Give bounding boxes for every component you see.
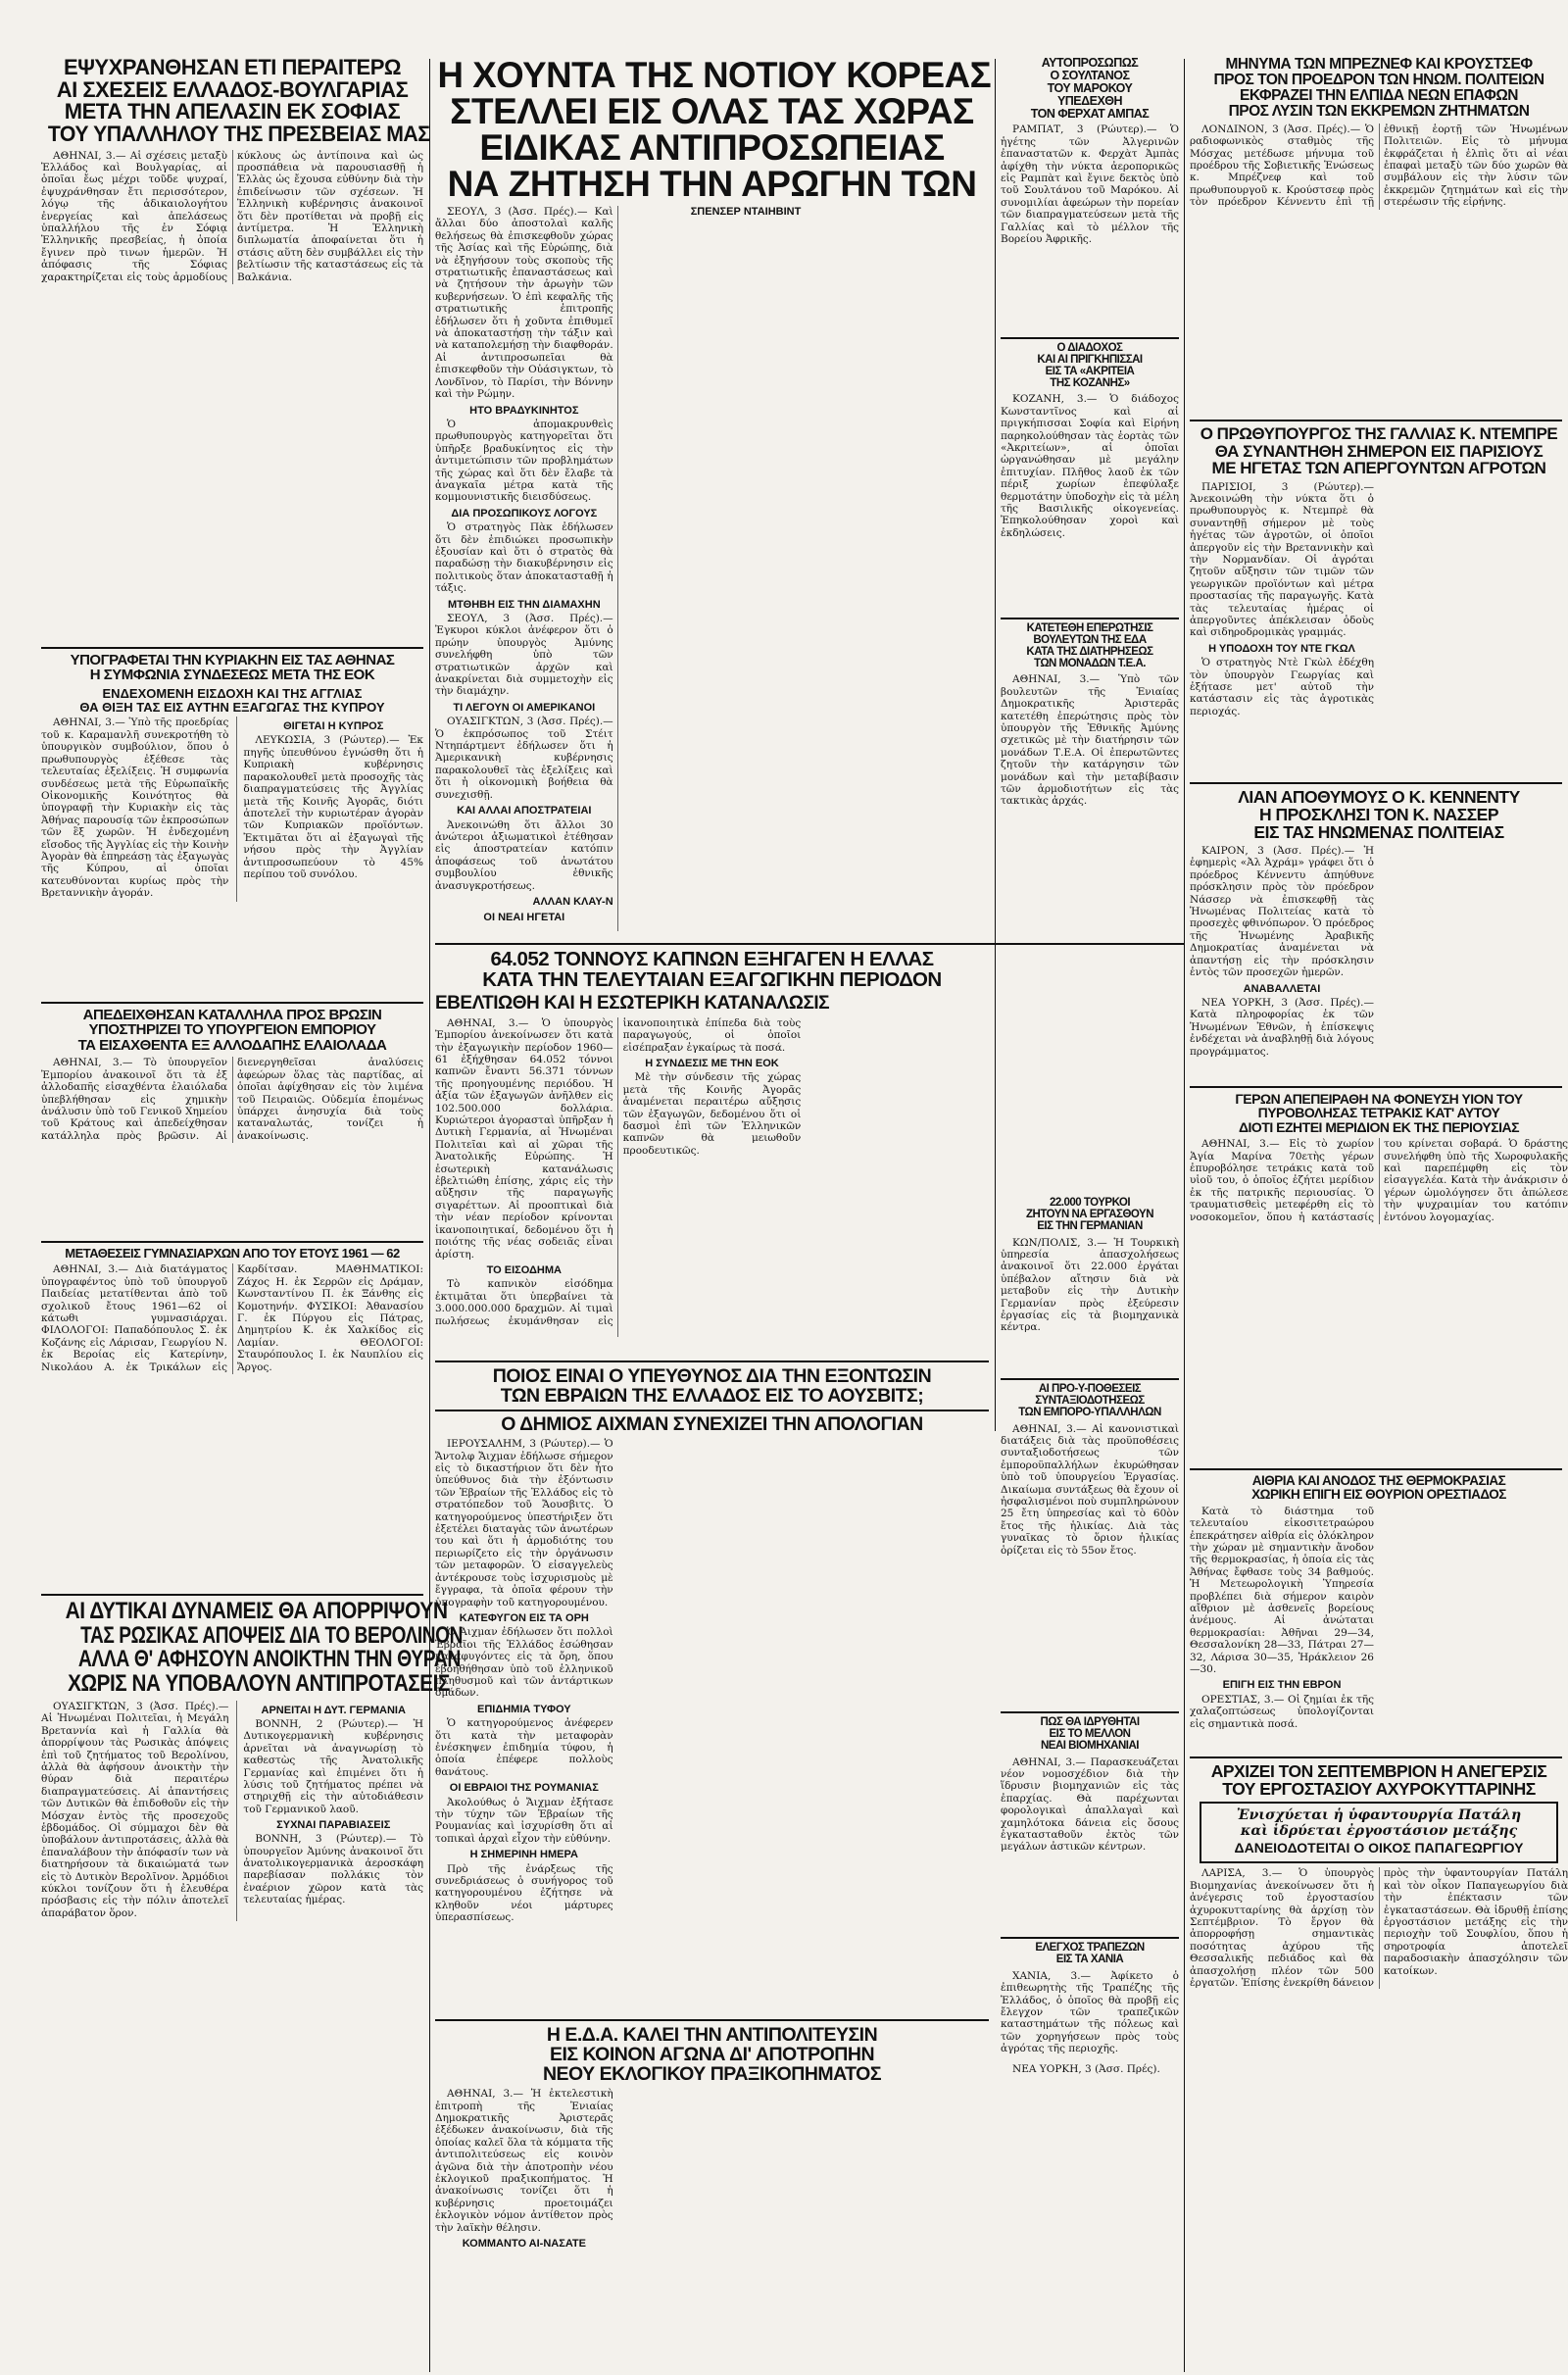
sidebar-column bbox=[236, 717, 423, 901]
body-text: ΑΘΗΝΑΙ, 3.— Παρασκευάζεται νέον νομοσχέδιον διὰ τὴν ἵδρυσιν βιομηχανιῶν εἰς τὰς ἐπαρχίας. Θὰ παρέχωνται φορολογικαὶ ἀπαλλαγαὶ καὶ χαμηλότοκα δάνεια εἰς ὅσους ἐγκατασταθοῦν ἐκτὸς τῶν μεγάλων ἀστικῶν κέντρων. bbox=[1001, 1756, 1179, 1854]
article-columns bbox=[41, 1701, 423, 1921]
body-text: Ὁ κατηγορούμενος ἀνέφερεν ὅτι κατὰ τὴν μεταφορὰν ἐνέσκηψεν ἐπιδημία τύφου, ἡ ὁποία ἐπέφερε πολλοὺς θανάτους. bbox=[435, 1717, 613, 1778]
divider bbox=[41, 1241, 423, 1243]
article-eda-appeal bbox=[435, 2025, 989, 2372]
article-body bbox=[1001, 1423, 1179, 1557]
side-body bbox=[243, 1833, 423, 1905]
headline bbox=[435, 949, 989, 990]
headline-line: ΜΕΤΑ ΤΗΝ ΑΠΕΛΑΣΙΝ ΕΚ ΣΟΦΙΑΣ bbox=[64, 99, 401, 124]
headline-line: ΑΛΛΑ Θ' ΑΦΗΣΟΥΝ ΑΝΟΙΚΤΗΝ ΤΗΝ ΘΥΡΑΝ bbox=[77, 1646, 461, 1673]
article-crown-prince-kozani bbox=[1001, 343, 1179, 614]
article-bulgaria-relations bbox=[41, 55, 430, 641]
subheadline: Ο ΔΗΜΙΟΣ ΑΙΧΜΑΝ ΣΥΝΕΧΙΖΕΙ ΤΗΝ ΑΠΟΛΟΓΙΑΝ bbox=[435, 1410, 989, 1434]
body-text: ΑΘΗΝΑΙ, 3.— Ἡ ἐκτελεστικὴ ἐπιτροπὴ τῆς Ἐνιαίας Δημοκρατικῆς Ἀριστερᾶς ἐξέδωκεν ἀνακοίνωσιν, διὰ τῆς ὁποίας καλεῖ ὅλα τὰ κόμματα τῆς ἀντιπολιτεύσεως εἰς κοινὸν ἀγῶνα διὰ τὴν ἀποτροπὴν νέου ἐκλογικοῦ πραξικοπήματος. Ἡ ἀνακοίνωσις τονίζει ὅτι ἡ κυβέρνησις προετοιμάζει ἐκλογικὸν νόμον ἀντίθετον πρὸς τὴν λαϊκὴν θέλησιν. bbox=[435, 2088, 613, 2234]
article-olive-oil bbox=[41, 1008, 423, 1235]
headline-line: ΥΠΟΓΡΑΦΕΤΑΙ ΤΗΝ ΚΥΡΙΑΚΗΝ ΕΙΣ ΤΑΣ ΑΘΗΝΑΣ bbox=[70, 652, 395, 668]
headline bbox=[1190, 788, 1568, 841]
article-body bbox=[435, 206, 989, 931]
headline bbox=[1001, 57, 1179, 120]
article-turkish-workers bbox=[1001, 1198, 1179, 1374]
divider bbox=[1001, 1937, 1179, 1939]
headline bbox=[1001, 623, 1179, 669]
article-body bbox=[41, 1057, 423, 1143]
article-columns bbox=[41, 717, 423, 901]
article-eec-agreement bbox=[41, 653, 423, 996]
headline bbox=[1190, 1474, 1568, 1502]
divider bbox=[1001, 1378, 1179, 1380]
section-head: ΚΑΤΕΦΥΓΟΝ ΕΙΣ ΤΑ ΟΡΗ bbox=[459, 1611, 589, 1624]
body-text: ΟΡΕΣΤΙΑΣ, 3.— Οἱ ζημίαι ἐκ τῆς χαλαζοπτώσεως ὑπολογίζονται εἰς σημαντικὰ ποσά. bbox=[1190, 1693, 1374, 1730]
article-father-shooting bbox=[1190, 1092, 1568, 1464]
article-body bbox=[41, 1263, 423, 1374]
headline bbox=[41, 55, 430, 146]
article-body bbox=[1001, 1237, 1179, 1334]
column-rule-3 bbox=[1184, 59, 1185, 2372]
headline bbox=[41, 1598, 463, 1698]
headline-line: ΒΟΥΛΕΥΤΩΝ ΤΗΣ ΕΔΑ bbox=[1033, 633, 1147, 646]
body-text: ΑΘΗΝΑΙ, 3.— Διὰ διατάγματος ὑπογραφέντος ὑπὸ τοῦ ὑπουργοῦ Παιδείας μετατίθενται ἀπὸ τοῦ σχολικοῦ ἔτους 1961—62 οἱ κάτωθι γυμνασιάρχαι. ΦΙΛΟΛΟΓΟΙ: Παπαδόπουλος Σ. ἐκ Κοζάνης εἰς Λάρισαν, Γεωργίου Ν. ἐκ Βεροίας εἰς Κατερίνην, Νικολάου Α. ἐκ Τρικάλων εἰς Καρδίτσαν. ΜΑΘΗΜΑΤΙΚΟΙ: Ζάχος Η. ἐκ Σερρῶν εἰς Δράμαν, Κωνσταντίνου Π. ἐκ Ξάνθης εἰς Κομοτηνήν. ΦΥΣΙΚΟΙ: Ἀθανασίου Γ. ἐκ Πύργου εἰς Πάτρας, Δημητρίου Κ. ἐκ Χαλκίδος εἰς Λαμίαν. ΘΕΟΛΟΓΟΙ: Σταυρόπουλος Ι. ἐκ Ναυπλίου εἰς Ἄργος. bbox=[41, 1263, 423, 1373]
divider bbox=[1001, 1711, 1179, 1713]
headline bbox=[41, 653, 423, 683]
headline-line: ΤΩΝ ΜΟΝΑΔΩΝ Τ.Ε.Α. bbox=[1034, 657, 1146, 669]
headline-line: ΤΟΥ ΜΑΡΟΚΟΥ bbox=[1047, 80, 1133, 95]
section-head: ΤΙ ΛΕΓΟΥΝ ΟΙ ΑΜΕΡΙΚΑΝΟΙ bbox=[453, 701, 596, 714]
body-text: ΝΕΑ ΥΟΡΚΗ, 3 (Ἀσσ. Πρές). bbox=[1012, 2062, 1160, 2075]
article-body bbox=[1190, 481, 1568, 744]
subheadline bbox=[41, 687, 423, 716]
article-body bbox=[1001, 124, 1179, 245]
headline-line: ΕΙΣ ΤΟ ΜΕΛΛΟΝ bbox=[1049, 1727, 1131, 1740]
headline-line: ΠΥΡΟΒΟΛΗΣΑΣ ΤΕΤΡΑΚΙΣ ΚΑΤ' ΑΥΤΟΥ bbox=[1257, 1105, 1500, 1121]
body-text: Ἀκολούθως ὁ Ἄιχμαν ἐξήτασε τὴν τύχην τῶν Ἑβραίων τῆς Ρουμανίας καὶ ἰσχυρίσθη ὅτι αἱ τοπικαὶ ἀρχαὶ εἶχον τὴν εὐθύνην. bbox=[435, 1796, 613, 1845]
headline-line: ΠΡΟΣ ΛΥΣΙΝ ΤΩΝ ΕΚΚΡΕΜΩΝ ΖΗΤΗΜΑΤΩΝ bbox=[1228, 102, 1530, 120]
divider bbox=[1190, 782, 1562, 784]
headline-line: ΓΕΡΩΝ ΑΠΕΠΕΙΡΑΘΗ ΝΑ ΦΟΝΕΥΣΗ ΥΙΟΝ ΤΟΥ bbox=[1235, 1091, 1523, 1107]
headline-line: ΝΕΑΙ ΒΙΟΜΗΧΑΝΙΑΙ bbox=[1041, 1739, 1139, 1752]
divider bbox=[1001, 337, 1179, 339]
body-text: ΑΘΗΝΑΙ, 3.— Ὁ ὑπουργὸς Ἐμπορίου ἀνεκοίνωσεν ὅτι κατὰ τὴν ἐξαγωγικὴν περίοδον 1960—61 ἐξήχθησαν 64.052 τόννοι καπνῶν ἔναντι 56.371 τόννων τῆς προηγουμένης περιόδου. Ἡ ἀξία τῶν ἐξαγωγῶν ἀνῆλθεν εἰς 102.500.000 δολλάρια. Κυριώτεροι ἀγορασταὶ ὑπῆρξαν ἡ Δυτικὴ Γερμανία, αἱ Ἡνωμέναι Πολιτεῖαι καὶ αἱ χῶραι τῆς Ἀνατολικῆς Εὐρώπης. Ἡ ἐσωτερικὴ κατανάλωσις ἐβελτιώθη ἐπίσης, χάρις εἰς τὴν αὔξησιν τῆς παραγωγῆς σιγαρέττων. Αἱ προοπτικαὶ διὰ τὴν νέαν περίοδον κρίνονται ἱκανοποιητικαί, δεδομένου ὅτι ἡ ποιότης τῆς νέας σοδειᾶς εἶναι ἀρίστη. bbox=[435, 1016, 613, 1261]
headline-line: ΕΨΥΧΡΑΝΘΗΣΑΝ ΕΤΙ ΠΕΡΑΙΤΕΡΩ bbox=[63, 55, 402, 79]
article-body bbox=[1001, 673, 1179, 807]
headline-line: Η ΧΟΥΝΤΑ ΤΗΣ ΝΟΤΙΟΥ ΚΟΡΕΑΣ bbox=[437, 55, 992, 95]
headline-line: ΤΟΝ ΦΕΡΧΑΤ ΑΜΠΑΣ bbox=[1030, 106, 1150, 121]
side-headline: ΘΙΓΕΤΑΙ Η ΚΥΠΡΟΣ bbox=[283, 720, 384, 733]
headline-line: ΖΗΤΟΥΝ ΝΑ ΕΡΓΑΣΘΟΥΝ bbox=[1026, 1208, 1153, 1220]
article-body bbox=[1001, 1757, 1179, 1854]
headline-line: ΤΟΥ ΥΠΑΛΛΗΛΟΥ ΤΗΣ ΠΡΕΣΒΕΙΑΣ ΜΑΣ bbox=[47, 121, 430, 146]
column-rule-2 bbox=[995, 59, 996, 1431]
headline-line: ΠΡΟΣ ΤΟΝ ΠΡΟΕΔΡΟΝ ΤΩΝ ΗΝΩΜ. ΠΟΛΙΤΕΙΩΝ bbox=[1213, 71, 1544, 88]
article-body bbox=[1190, 124, 1568, 210]
headline-line: ΧΩΡΙΣ ΝΑ ΥΠΟΒΑΛΟΥΝ ΑΝΤΙΠΡΟΤΑΣΕΙΣ bbox=[68, 1670, 450, 1698]
headline-line: ΠΟΙΟΣ ΕΙΝΑΙ Ο ΥΠΕΥΘΥΝΟΣ ΔΙΑ ΤΗΝ ΕΞΟΝΤΩΣΙΝ bbox=[492, 1365, 932, 1387]
headline bbox=[1001, 1943, 1179, 1966]
body-text: ΒΟΝΝΗ, 3 (Ρώυτερ).— Τὸ ὑπουργεῖον Ἀμύνης ἀνακοινοῖ ὅτι ἀνατολικογερμανικὰ ἀεροσκάφη παρεβίασαν πολλάκις τὸν ἐναέριον χῶρον κατὰ τὰς τελευταίας ἡμέρας. bbox=[243, 1833, 423, 1906]
body-text: ΡΑΜΠΑΤ, 3 (Ρώυτερ).— Ὁ ἡγέτης τῶν Ἀλγερινῶν ἐπαναστατῶν κ. Φερχὰτ Ἀμπὰς ἀφίχθη τὴν νύκτα ἀεροπορικῶς εἰς Ραμπὰτ καὶ ἔγινε δεκτὸς ὑπὸ τοῦ Σουλτάνου τοῦ Μαρόκου. Αἱ συνομιλίαι ἀφεώρων τὴν πορείαν τῶν διαπραγματεύσεων μετὰ τῆς Γαλλίας καὶ τὸ μέλλον τῆς Βορείου Ἀφρικῆς. bbox=[1001, 124, 1179, 246]
headline-line: ΝΕΟΥ ΕΚΛΟΓΙΚΟΥ ΠΡΑΞΙΚΟΠΗΜΑΤΟΣ bbox=[542, 2063, 882, 2086]
body-text: ΑΘΗΝΑΙ, 3.— Ὑπὸ τῶν βουλευτῶν τῆς Ἐνιαίας Δημοκρατικῆς Ἀριστερᾶς κατετέθη ἐπερώτησις πρὸς τὸν ὑπουργὸν τῆς Ἐθνικῆς Ἀμύνης σχετικῶς μὲ τὴν διατήρησιν τῶν μονάδων Τ.Ε.Α. Οἱ ἐπερωτῶντες ζητοῦν τὴν κατάργησιν τῶν μονάδων καὶ τὴν μεταβίβασιν τῶν ἁρμοδιοτήτων εἰς τὰς τακτικὰς ἀρχάς. bbox=[1001, 673, 1179, 808]
headline bbox=[41, 1247, 423, 1260]
subheadline-line: ΕΝΔΕΧΟΜΕΝΗ ΕΙΣΔΟΧΗ ΚΑΙ ΤΗΣ ΑΓΓΛΙΑΣ bbox=[102, 685, 363, 701]
section-head: ΔΙΑ ΠΡΟΣΩΠΙΚΟΥΣ ΛΟΓΟΥΣ bbox=[451, 507, 598, 520]
headline-line: ΑΥΤΟΠΡΟΣΩΠΩΣ bbox=[1041, 56, 1139, 70]
article-body bbox=[1001, 1970, 1179, 2055]
divider bbox=[1190, 1468, 1562, 1470]
headline-line: ΤΩΝ ΕΜΠΟΡΟ-ΥΠΑΛΛΗΛΩΝ bbox=[1018, 1406, 1161, 1418]
headline-line: Ο ΣΟΥΛΤΑΝΟΣ bbox=[1050, 68, 1130, 82]
body-text: ΛΟΝΔΙΝΟΝ, 3 (Ἀσσ. Πρές).— Ὁ ραδιοφωνικὸς σταθμὸς τῆς Μόσχας μετέδωσε μήνυμα τοῦ προέδρου τῆς Σοβιετικῆς Ἑνώσεως κ. Μπρέζνεφ καὶ τοῦ πρωθυπουργοῦ κ. Κρούστσεφ πρὸς τὸν πρόεδρον Κέννεντυ ἐπὶ τῇ ἐθνικῇ ἑορτῇ τῶν Ἡνωμένων Πολιτειῶν. Εἰς τὸ μήνυμα ἐκφράζεται ἡ ἐλπὶς ὅτι αἱ νέαι ἐπαφαὶ μεταξὺ τῶν δύο χωρῶν θὰ συμβάλουν εἰς τὴν λύσιν τῶν ἐκκρεμῶν ζητημάτων καὶ εἰς τὴν στερέωσιν τῆς εἰρήνης. bbox=[1190, 123, 1568, 209]
divider bbox=[1190, 1086, 1562, 1088]
article-pension-prerequisites bbox=[1001, 1384, 1179, 1707]
headline-line: ΑΙ ΣΧΕΣΕΙΣ ΕΛΛΑΔΟΣ-ΒΟΥΛΓΑΡΙΑΣ bbox=[56, 76, 409, 102]
headline-line: ΚΑΙ ΑΙ ΠΡΙΓΚΗΠΙΣΣΑΙ bbox=[1037, 353, 1143, 366]
headline-line: ΝΑ ΖΗΤΗΣΗ ΤΗΝ ΑΡΩΓΗΝ ΤΩΝ bbox=[447, 164, 977, 204]
body-text: ΑΘΗΝΑΙ, 3.— Ὑπὸ τῆς προεδρίας τοῦ κ. Καραμανλῆ συνεκροτήθη τὸ ὑπουργικὸν συμβούλιον, ὅπου ὁ πρωθυπουργὸς ἐξέθεσε τὰς τελευταίας ἐξελίξεις. Ἡ συμφωνία συνδέσεως μετὰ τῆς Εὐρωπαϊκῆς Οἰκονομικῆς Κοινότητος θὰ ὑπογραφῇ τὴν Κυριακὴν εἰς τὰς Ἀθήνας παρουσίᾳ τῶν ἐκπροσώπων τῶν ἓξ χωρῶν. Ἡ ἐνδεχομένη εἴσοδος τῆς Ἀγγλίας εἰς τὴν Κοινὴν Ἀγορὰν θὰ ἐπηρεάσῃ τὰς ἐξαγωγὰς τῆς Κύπρου, αἱ ὁποῖαι κατευθύνονται κυρίως πρὸς τὴν Βρεταννικὴν ἀγοράν. bbox=[41, 717, 229, 900]
headline-line: ΕΙΣ ΤΑΣ ΗΝΩΜΕΝΑΣ ΠΟΛΙΤΕΙΑΣ bbox=[1253, 822, 1504, 843]
body-text: ΟΥΑΣΙΓΚΤΩΝ, 3 (Ἀσσ. Πρές).— Ὁ ἐκπρόσωπος τοῦ Στέιτ Ντηπάρτμεντ ἐδήλωσεν ὅτι ἡ Ἀμερικανικὴ κυβέρνησις παρακολουθεῖ τὰς ἐξελίξεις καὶ ὅτι ἡ οἰκονομικὴ βοήθεια θὰ συνεχισθῇ. bbox=[435, 716, 613, 801]
article-eda-interpellation bbox=[1001, 623, 1179, 939]
article-body bbox=[1001, 393, 1179, 539]
article-body bbox=[1190, 845, 1568, 1059]
divider bbox=[41, 647, 423, 649]
section-head: ΟΙ ΝΕΑΙ ΗΓΕΤΑΙ bbox=[483, 912, 565, 924]
side-body bbox=[243, 734, 423, 880]
body-text: ΙΕΡΟΥΣΑΛΗΜ, 3 (Ρώυτερ).— Ὁ Ἄντολφ Ἄιχμαν ἐδήλωσε σήμερον εἰς τὸ δικαστήριον ὅτι δὲν ἦτο ὑπεύθυνος διὰ τὴν ἐξόντωσιν τῶν Ἑβραίων τῆς Ἑλλάδος εἰς τὸ στρατόπεδον τοῦ Ἄουσβιτς. Ὁ κατηγορούμενος ὑπεστήριξεν ὅτι ἐξετέλει διαταγὰς τῶν ἀνωτέρων του καὶ ὅτι ἡ ἀρμοδιότης του περιωρίζετο εἰς τὴν ὀργάνωσιν τῶν μεταφορῶν. Ὁ εἰσαγγελεὺς ἀντέκρουσε τοὺς ἰσχυρισμοὺς μὲ ἔγγραφα, τὰ ὁποῖα φέρουν τὴν ὑπογραφὴν τοῦ κατηγορουμένου. bbox=[435, 1438, 613, 1608]
body-text: ΟΥΑΣΙΓΚΤΩΝ, 3 (Ἀσσ. Πρές).— Αἱ Ἡνωμέναι Πολιτεῖαι, ἡ Μεγάλη Βρεταννία καὶ ἡ Γαλλία θὰ ἀπορρίψουν τὰς Ρωσικὰς ἀπόψεις ἐπὶ τοῦ ζητήματος τοῦ Βερολίνου, ἀλλὰ θὰ ἀφήσουν ἀνοικτὴν τὴν θύραν διὰ περαιτέρω διαπραγματεύσεις. Αἱ ἀπαντήσεις τῶν Δυτικῶν θὰ ἐπιδοθοῦν εἰς τὴν Μόσχαν ἐντὸς τῆς προσεχοῦς ἑβδομάδος. Οἱ σύμμαχοι δὲν θὰ ὑποβάλουν ἀντιπροτάσεις, ἀλλὰ θὰ ἐπαναλάβουν τὴν ἀπόφασίν των νὰ διατηρήσουν τὰ δικαιώματά των εἰς τὸ Δυτικὸν Βερολῖνον. Ἀρμόδιοι κύκλοι τονίζουν ὅτι ἡ ἐλευθέρα πρόσβασις εἰς τὴν πόλιν ἀποτελεῖ ἀπαράβατον ὅρον. bbox=[41, 1700, 229, 1919]
headline-line: 64.052 ΤΟΝΝΟΥΣ ΚΑΠΝΩΝ ΕΞΗΓΑΓΕΝ Η ΕΛΛΑΣ bbox=[490, 948, 934, 970]
body-text: Ὁ στρατηγὸς Ντὲ Γκὼλ ἐδέχθη τὸν ὑπουργὸν Γεωργίας καὶ ἐξήτασε μετ' αὐτοῦ τὴν κατάστασιν εἰς τὰς ἀγροτικὰς περιοχάς. bbox=[1190, 657, 1374, 717]
article-banks-chania bbox=[1001, 1943, 1179, 2188]
headline-line: 22.000 ΤΟΥΡΚΟΙ bbox=[1049, 1197, 1131, 1209]
divider bbox=[435, 2019, 989, 2021]
body-text: Τὸ καπνικὸν εἰσόδημα ἐκτιμᾶται ὅτι ὑπερβαίνει τὰ 3.000.000.000 δραχμῶν. Αἱ τιμαὶ πωλήσεως ἐκυμάνθησαν εἰς ἱκανοποιητικὰ ἐπίπεδα διὰ τοὺς παραγωγούς, οἱ ὁποῖοι εἰσέπραξαν ἐγκαίρως τὰ ποσά. bbox=[435, 1016, 802, 1327]
body-text: ΛΕΥΚΩΣΙΑ, 3 (Ρώυτερ).— Ἐκ πηγῆς ὑπευθύνου ἐγνώσθη ὅτι ἡ Κυπριακὴ κυβέρνησις παρακολουθεῖ μετὰ προσοχῆς τὰς διαπραγματεύσεις τῆς Ἀγγλίας μετὰ τῆς Κοινῆς Ἀγορᾶς, διότι ἀποτελεῖ τὴν κυριωτέραν ἀγορὰν τῶν Κυπριακῶν προϊόντων. Ἐκτιμᾶται ὅτι αἱ ἐξαγωγαὶ τῆς νήσου πρὸς τὴν Ἀγγλίαν ἀντιπροσωπεύουν τὸ 45% περίπου τοῦ συνόλου. bbox=[243, 734, 423, 880]
section-head: ΑΝΑΒΑΛΛΕΤΑΙ bbox=[1243, 982, 1321, 995]
box-line: Ἐνισχύεται ἡ ὑφαντουργία Πατάλη bbox=[1236, 1807, 1522, 1824]
body-text: ΑΘΗΝΑΙ, 3.— Αἱ κανονιστικαὶ διατάξεις διὰ τὰς προϋποθέσεις συνταξιοδοτήσεως τῶν ἐμποροϋπαλλήλων ἐκυρώθησαν ὑπὸ τοῦ ὑπουργείου Ἐργασίας. Δικαίωμα συντάξεως θὰ ἔχουν οἱ ἠσφαλισμένοι ποὺ συμπληρώνουν 25 ἔτη ὑπηρεσίας καὶ τὸ 60ὸν ἔτος τῆς ἡλικίας. Διὰ τὰς γυναῖκας τὸ ὅριον ἡλικίας ὁρίζεται εἰς τὸ 55ον ἔτος. bbox=[1001, 1422, 1179, 1557]
article-body bbox=[435, 1438, 989, 1997]
headline-line: Η ΣΥΜΦΩΝΙΑ ΣΥΝΔΕΣΕΩΣ ΜΕΤΑ ΤΗΣ ΕΟΚ bbox=[89, 667, 375, 684]
article-new-industries bbox=[1001, 1717, 1179, 1933]
box-line: καὶ ἱδρύεται ἐργοστάσιον μετάξης bbox=[1240, 1823, 1518, 1840]
section-head: Η ΥΠΟΔΟΧΗ ΤΟΥ ΝΤΕ ΓΚΩΛ bbox=[1208, 642, 1355, 655]
headline-line: ΕΙΔΙΚΑΣ ΑΝΤΙΠΡΟΣΩΠΕΙΑΣ bbox=[479, 127, 945, 168]
headline bbox=[1001, 343, 1179, 389]
section-head: ΚΟΜΜΑΝΤΟ ΑΙ-ΝΑΣΑΤΕ bbox=[462, 2238, 586, 2251]
divider bbox=[435, 943, 1185, 945]
headline-line: ΤΟΥ ΕΡΓΟΣΤΑΣΙΟΥ ΑΧΥΡΟΚΥΤΤΑΡΙΝΗΣ bbox=[1222, 1779, 1536, 1800]
body-text: ΧΑΝΙΑ, 3.— Ἀφίκετο ὁ ἐπιθεωρητὴς τῆς Τραπέζης τῆς Ἑλλάδος, ὁ ὁποῖος θὰ προβῇ εἰς ἔλεγχον τῶν τραπεζικῶν καταστημάτων τῆς πόλεως καὶ τῶν χορηγήσεων πρὸς τοὺς ἀγρότας τῆς περιοχῆς. bbox=[1001, 1969, 1179, 2055]
section-head: ΜΤΘΗΒΗ ΕΙΣ ΤΗΝ ΔΙΑΜΑΧΗΝ bbox=[447, 598, 601, 611]
section-head: ΕΠΙΔΗΜΙΑ ΤΥΦΟΥ bbox=[476, 1703, 571, 1715]
article-body bbox=[1190, 1138, 1568, 1224]
body-text: ΣΕΟΥΛ, 3 (Ἀσσ. Πρές).— Ἐγκυροι κύκλοι ἀνέφερον ὅτι ὁ πρώην ὑπουργὸς Ἀμύνης συνελήφθη ὑπὸ τῶν στρατιωτικῶν ἀρχῶν καὶ ἀνακρίνεται διὰ συμμετοχὴν εἰς τὴν διαμάχην. bbox=[435, 613, 613, 698]
article-body bbox=[41, 1701, 228, 1921]
body-text: Μὲ τὴν σύνδεσιν τῆς χώρας μετὰ τῆς Κοινῆς Ἀγορᾶς ἀναμένεται περαιτέρω αὔξησις τῶν ἐξαγωγῶν, δεδομένου ὅτι οἱ δασμοὶ ἐπὶ τῶν Ἑλληνικῶν καπνῶν θὰ μειωθοῦν προοδευτικῶς. bbox=[622, 1071, 802, 1157]
headline-line: ΠΩΣ ΘΑ ΙΔΡΥΘΗΤΑΙ bbox=[1040, 1716, 1140, 1728]
headline bbox=[1001, 1717, 1179, 1753]
boxed-subheadline bbox=[1200, 1802, 1558, 1863]
article-body bbox=[435, 1017, 989, 1337]
body-text: Πρὸ τῆς ἐνάρξεως τῆς συνεδριάσεως ὁ συνήγορος τοῦ κατηγορουμένου ἐζήτησε νὰ κληθοῦν νέοι μάρτυρες ὑπερασπίσεως. bbox=[435, 1862, 613, 1924]
headline-line: Η Ε.Δ.Α. ΚΑΛΕΙ ΤΗΝ ΑΝΤΙΠΟΛΙΤΕΥΣΙΝ bbox=[546, 2024, 878, 2046]
headline-line: ΕΛΕΓΧΟΣ ΤΡΑΠΕΖΩΝ bbox=[1035, 1942, 1145, 1954]
headline-line: ΤΑ ΕΙΣΑΧΘΕΝΤΑ ΕΞ ΑΛΛΟΔΑΠΗΣ ΕΛΑΙΟΛΑΔΑ bbox=[77, 1036, 387, 1054]
divider bbox=[41, 1594, 423, 1596]
headline bbox=[435, 55, 992, 204]
headline-line: ΕΙΣ ΤΗΝ ΓΕΡΜΑΝΙΑΝ bbox=[1037, 1219, 1143, 1232]
headline bbox=[1190, 1092, 1568, 1134]
headline bbox=[435, 2025, 989, 2084]
headline-line: ΕΚΦΡΑΖΕΙ ΤΗΝ ΕΛΠΙΔΑ ΝΕΩΝ ΕΠΑΦΩΝ bbox=[1240, 86, 1518, 104]
headline-line: ΥΠΟΣΤΗΡΙΖΕΙ ΤΟ ΥΠΟΥΡΓΕΙΟΝ ΕΜΠΟΡΙΟΥ bbox=[88, 1021, 376, 1039]
body-text: Ὁ στρατηγὸς Πὰκ ἐδήλωσεν ὅτι δὲν ἐπιδιώκει προσωπικὴν ἐξουσίαν καὶ ὅτι ὁ στρατὸς θὰ παραδώσῃ τὴν διακυβέρνησιν εἰς πολιτικοὺς ὅταν ἀποκατασταθῇ ἡ τάξις. bbox=[435, 521, 613, 595]
body-text: Κατὰ τὸ διάστημα τοῦ τελευταίου εἰκοσιτετραώρου ἐπεκράτησεν αἰθρία εἰς ὁλόκληρον τὴν χώραν μὲ σημαντικὴν ἄνοδον τῆς θερμοκρασίας, ἡ ὁποία εἰς τὰς Ἀθήνας ἔφθασε τοὺς 34 βαθμούς. Ἡ Μετεωρολογικὴ Ὑπηρεσία προβλέπει διὰ σήμερον καιρὸν αἴθριον μὲ ἀσθενεῖς βορείους ἀνέμους. Αἱ ἀνώταται θερμοκρασίαι: Ἀθῆναι 29—34, Θεσσαλονίκη 28—33, Πάτραι 27—32, Λάρισα 30—35, Ἡράκλειον 26—30. bbox=[1190, 1505, 1374, 1676]
article-debre-farmers bbox=[1190, 425, 1568, 778]
headline-line: ΜΕ ΗΓΕΤΑΣ ΤΩΝ ΑΠΕΡΓΟΥΝΤΩΝ ΑΓΡΟΤΩΝ bbox=[1211, 459, 1546, 477]
body-text: ΚΟΖΑΝΗ, 3.— Ὁ διάδοχος Κωνσταντῖνος καὶ αἱ πριγκήπισσαι Σοφία καὶ Εἰρήνη παρηκολούθησαν τὰς ἑορτὰς τῶν «Ἀκριτείων», αἱ ὁποῖαι ὠργανώθησαν μὲ μεγάλην ἐπιτυχίαν. Πλῆθος λαοῦ ἐκ τῶν πέριξ χωρίων ἐπεφύλαξε θερμοτάτην ὑποδοχὴν εἰς τὰ μέλη τῆς Βασιλικῆς οἰκογενείας. Ἐπηκολούθησαν χοροὶ καὶ ἐκδηλώσεις. bbox=[1001, 393, 1179, 539]
subheadline: ΕΒΕΛΤΙΩΘΗ ΚΑΙ Η ΕΣΩΤΕΡΙΚΗ ΚΑΤΑΝΑΛΩΣΙΣ bbox=[435, 993, 830, 1014]
body-text: ΑΘΗΝΑΙ, 3.— Εἰς τὸ χωρίον Ἁγία Μαρίνα 70ετὴς γέρων ἐπυροβόλησε τετράκις κατὰ τοῦ υἱοῦ του, ὁ ὁποῖος ἐζήτει μερίδιον ἐκ τῆς πατρικῆς περιουσίας. Ὁ τραυματισθεὶς μετεφέρθη εἰς τὸ νοσοκομεῖον, ὅπου ἡ κατάστασίς του κρίνεται σοβαρά. Ὁ δράστης συνελήφθη ὑπὸ τῆς Χωροφυλακῆς καὶ παρεπέμφθη εἰς τὸν εἰσαγγελέα. Κατὰ τὴν ἀνάκρισιν ὁ γέρων ὡμολόγησεν ὅτι ἀπώλεσε τὴν ψυχραιμίαν του κατόπιν ἐντόνου λογομαχίας. bbox=[1190, 1138, 1568, 1223]
headline bbox=[1190, 57, 1568, 120]
body-text: Ὁ ἀπομακρυνθεὶς πρωθυπουργὸς κατηγορεῖται ὅτι ὑπῆρξε βραδυκίνητος εἰς τὴν ἀντιμετώπισιν τῶν προβλημάτων τῆς χώρας καὶ ὅτι δὲν ἔλαβε τὰ ἀναγκαῖα μέτρα κατὰ τῆς κομμουνιστικῆς διεισδύσεως. bbox=[435, 418, 613, 504]
side-headline: ΣΥΧΝΑΙ ΠΑΡΑΒΙΑΣΕΙΣ bbox=[276, 1819, 391, 1832]
section-head: ΟΙ ΕΒΡΑΙΟΙ ΤΗΣ ΡΟΥΜΑΝΙΑΣ bbox=[449, 1782, 599, 1795]
headline-line: ΚΑΤΑ ΤΗΝ ΤΕΛΕΥΤΑΙΑΝ ΕΞΑΓΩΓΙΚΗΝ ΠΕΡΙΟΔΟΝ bbox=[482, 968, 942, 992]
headline-line: ΜΕΤΑΘΕΣΕΙΣ ΓΥΜΝΑΣΙΑΡΧΩΝ ΑΠΟ ΤΟΥ ΕΤΟΥΣ 1961 — 62 bbox=[65, 1246, 400, 1261]
headline-line: ΔΙΟΤΙ ΕΖΗΤΕΙ ΜΕΡΙΔΙΟΝ ΕΚ ΤΗΣ ΠΕΡΙΟΥΣΙΑΣ bbox=[1238, 1118, 1520, 1135]
column-rule-1 bbox=[429, 59, 430, 2372]
headline bbox=[1190, 1762, 1568, 1798]
body-text: ΚΑΙΡΟΝ, 3 (Ἀσσ. Πρές).— Ἡ ἐφημερὶς «Ἀλ Ἀχράμ» γράφει ὅτι ὁ πρόεδρος Κέννεντυ ἀπηύθυνε πρόσκλησιν πρὸς τὸν πρόεδρον Νάσσερ νὰ ἐπισκεφθῇ τὰς Ἡνωμένας Πολιτείας κατὰ τὸ προσεχὲς φθινόπωρον. Ὁ πρόεδρος τῆς Ἡνωμένης Ἀραβικῆς Δημοκρατίας ἀναμένεται νὰ ἀπαντήσῃ εἰς τὴν πρόσκλησιν ἐντὸς τῶν προσεχῶν ἡμερῶν. bbox=[1190, 845, 1374, 979]
headline-line: ΕΙΣ ΤΑ ΧΑΝΙΑ bbox=[1055, 1953, 1124, 1965]
divider bbox=[1190, 1757, 1562, 1758]
body-text: ΠΑΡΙΣΙΟΙ, 3 (Ρώυτερ).— Ἀνεκοινώθη τὴν νύκτα ὅτι ὁ πρωθυπουργὸς κ. Ντεμπρὲ θὰ συναντηθῇ σήμερον μὲ τοὺς ἡγέτας τῶν ἀγροτῶν, οἱ ὁποῖοι ἀπεργοῦν εἰς τὴν Βρεταννικὴν καὶ τὴν Νορμανδίαν. Οἱ ἀγρόται ζητοῦν αὔξησιν τῶν τιμῶν τῶν γεωργικῶν προϊόντων καὶ μέτρα προστασίας τῆς παραγωγῆς. Κατὰ τὰς τελευταίας ἡμέρας οἱ ἀπεργοῦντες ἀπέκλεισαν ὁδοὺς καὶ σιδηροδρομικὰς γραμμάς. bbox=[1190, 480, 1374, 639]
divider bbox=[41, 1002, 423, 1004]
headline-line: Ο ΔΙΑΔΟΧΟΣ bbox=[1056, 342, 1123, 354]
headline-line: ΛΙΑΝ ΑΠΟΘΥΜΟΥΣ Ο Κ. ΚΕΝΝΕΝΤΥ bbox=[1238, 787, 1520, 807]
headline bbox=[1001, 1198, 1179, 1233]
article-western-powers-berlin bbox=[41, 1598, 463, 2372]
headline-line: ΘΑ ΣΥΝΑΝΤΗΘΗ ΣΗΜΕΡΟΝ ΕΙΣ ΠΑΡΙΣΙΟΥΣ bbox=[1214, 441, 1544, 461]
headline-line: ΤΩΝ ΕΒΡΑΙΩΝ ΤΗΣ ΕΛΛΑΔΟΣ ΕΙΣ ΤΟ ΑΟΥΣΒΙΤΣ; bbox=[500, 1385, 924, 1408]
headline bbox=[41, 1008, 423, 1053]
headline-line: ΕΙΣ ΚΟΙΝΟΝ ΑΓΩΝΑ ΔΙ' ΑΠΟΤΡΟΠΗΝ bbox=[549, 2044, 875, 2066]
headline-line: ΤΗΣ ΚΟΖΑΝΗΣ» bbox=[1050, 376, 1130, 389]
section-head: ΕΠΙΓΗ ΕΙΣ ΤΗΝ ΕΒΡΟΝ bbox=[1222, 1679, 1342, 1692]
subheadline-line: ΘΑ ΘΙΞΗ ΤΑΣ ΕΙΣ ΑΥΤΗΝ ΕΞΑΓΩΓΑΣ ΤΗΣ ΚΥΠΡΟΥ bbox=[79, 700, 385, 716]
article-gymnasiarch-transfers bbox=[41, 1247, 423, 1588]
side-body bbox=[243, 1718, 423, 1815]
body-text: ΛΑΡΙΣΑ, 3.— Ὁ ὑπουργὸς Βιομηχανίας ἀνεκοίνωσεν ὅτι ἡ ἀνέγερσις τοῦ ἐργοστασίου ἀχυροκυτταρίνης θὰ ἀρχίσῃ τὸν Σεπτέμβριον. Τὸ ἔργον θὰ ἀπορροφήσῃ σημαντικὰς ποσότητας ἀχύρου τῆς Θεσσαλικῆς πεδιάδος καὶ θὰ ἀπασχολήσῃ πλέον τῶν 500 ἐργατῶν. Ἐπίσης ἐνεκρίθη δάνειον πρὸς τὴν ὑφαντουργίαν Πατάλη καὶ τὸν οἶκον Παπαγεωργίου διὰ τὴν ἐπέκτασιν τῶν ἐγκαταστάσεων. Θὰ ἱδρυθῇ ἐπίσης ἐργοστάσιον μετάξης εἰς τὴν περιοχὴν τοῦ Σουφλίου, ὅπου ἡ σηροτροφία ἀποτελεῖ παραδοσιακὴν ἀπασχόλησιν τῶν κατοίκων. bbox=[1190, 1867, 1568, 1990]
headline-line: ΑΙΘΡΙΑ ΚΑΙ ΑΝΟΔΟΣ ΤΗΣ ΘΕΡΜΟΚΡΑΣΙΑΣ bbox=[1251, 1473, 1506, 1488]
headline-line: ΧΩΡΙΚΗ ΕΠΙΓΗ ΕΙΣ ΘΟΥΡΙΟΝ ΟΡΕΣΤΙΑΔΟΣ bbox=[1251, 1486, 1506, 1502]
section-head: Η ΣΗΜΕΡΙΝΗ ΗΜΕΡΑ bbox=[469, 1849, 578, 1861]
side-headline: ΑΡΝΕΙΤΑΙ Η ΔΥΤ. ΓΕΡΜΑΝΙΑ bbox=[261, 1704, 406, 1716]
section-head: ΚΑΙ ΑΛΛΑΙ ΑΠΟΣΤΡΑΤΕΙΑΙ bbox=[457, 805, 592, 817]
article-weather bbox=[1190, 1474, 1568, 1753]
article-body bbox=[1190, 1506, 1568, 1737]
headline-line: ΚΑΤΑ ΤΗΣ ΔΙΑΤΗΡΗΣΕΩΣ bbox=[1026, 645, 1153, 658]
body-text: ΣΕΟΥΛ, 3 (Ἀσσ. Πρές).— Καὶ ἄλλαι δύο ἀποστολαὶ καλῆς θελήσεως θὰ ἐπισκεφθοῦν χώρας τῆς Ἀσίας καὶ τῆς Εὐρώπης, διὰ νὰ ἐξηγήσουν τοὺς σκοποὺς τῆς στρατιωτικῆς ἐπαναστάσεως καὶ νὰ ζητήσουν τὴν ἀρωγὴν τῶν κυβερνήσεων. Ὁ ἐπὶ κεφαλῆς τῆς στρατιωτικῆς ἐπιτροπῆς ἐδήλωσεν ὅτι ἡ χοῦντα ἐπιθυμεῖ νὰ ἀποκαταστήσῃ τὴν τάξιν καὶ νὰ καταπολεμήσῃ τὴν διαφθοράν. Αἱ ἀντιπροσωπεῖαι θὰ ἐπισκεφθοῦν τὴν Οὐάσιγκτων, τὸ Λονδῖνον, τὸ Παρίσι, τὴν Βόννην καὶ τὴν Ρώμην. bbox=[435, 206, 613, 401]
sidebar-column bbox=[236, 1701, 423, 1921]
section-head: ΗΤΟ ΒΡΑΔΥΚΙΝΗΤΟΣ bbox=[469, 404, 579, 417]
headline-line: ΣΥΝΤΑΞΙΟΔΟΤΗΣΕΩΣ bbox=[1035, 1394, 1145, 1407]
headline-line: Ο ΠΡΩΘΥΠΟΥΡΓΟΣ ΤΗΣ ΓΑΛΛΙΑΣ Κ. ΝΤΕΜΠΡΕ bbox=[1200, 424, 1558, 443]
headline-line: ΣΤΕΛΛΕΙ ΕΙΣ ΟΛΑΣ ΤΑΣ ΧΩΡΑΣ bbox=[450, 91, 974, 131]
body-text: ΚΩΝ/ΠΟΛΙΣ, 3.— Ἡ Τουρκικὴ ὑπηρεσία ἀπασχολήσεως ἀνακοινοῖ ὅτι 22.000 ἐργάται ὑπέβαλον αἴτησιν διὰ νὰ μεταβοῦν εἰς τὴν Δυτικὴν Γερμανίαν πρὸς ἐξεύρεσιν ἐργασίας εἰς τὰ βιομηχανικὰ κέντρα. bbox=[1001, 1236, 1179, 1334]
byline: ΣΠΕΝΣΕΡ ΝΤΑΙΗΒΙΝΤ bbox=[690, 206, 802, 218]
article-factory-construction bbox=[1190, 1762, 1568, 2372]
headline-line: ΚΑΤΕΤΕΘΗ ΕΠΕΡΩΤΗΣΙΣ bbox=[1026, 622, 1153, 634]
dateline bbox=[1001, 2063, 1179, 2075]
article-brezhnev-message bbox=[1190, 57, 1568, 416]
body-text: ΒΟΝΝΗ, 2 (Ρώυτερ).— Ἡ Δυτικογερμανικὴ κυβέρνησις ἀρνεῖται νὰ ἀναγνωρίσῃ τὸ καθεστὼς τῆς Ἀνατολικῆς Γερμανίας καὶ ἐπιμένει ὅτι ἡ λύσις τοῦ ζητήματος πρέπει νὰ στηριχθῇ εἰς τὴν αὐτοδιάθεσιν τοῦ Γερμανικοῦ λαοῦ. bbox=[243, 1717, 423, 1815]
body-text: Ὁ Ἄιχμαν ἐδήλωσεν ὅτι πολλοὶ Ἑβραῖοι τῆς Ἑλλάδος ἐσώθησαν καταφυγόντες εἰς τὰ ὄρη, ὅπου ἐβοηθήθησαν ὑπὸ τοῦ ἑλληνικοῦ πληθυσμοῦ καὶ τῶν ἀντάρτικων ὁμάδων. bbox=[435, 1626, 613, 1700]
headline-line: ΥΠΕΔΕΧΘΗ bbox=[1056, 93, 1123, 108]
article-body bbox=[41, 150, 423, 284]
headline bbox=[435, 1366, 989, 1406]
article-body bbox=[435, 2088, 989, 2345]
body-text: Ἀνεκοινώθη ὅτι ἄλλοι 30 ἀνώτεροι ἀξιωματικοὶ ἐτέθησαν εἰς ἀποστρατείαν κατόπιν ἀποφάσεως τοῦ ἀνωτάτου συμβουλίου ἐθνικῆς ἀνασυγκροτήσεως. bbox=[435, 818, 613, 892]
headline-line: ΑΙ ΠΡΟ-Υ-ΠΟΘΕΣΕΙΣ bbox=[1038, 1383, 1142, 1395]
byline: ΑΛΛΑΝ ΚΛΑΥ-Ν bbox=[532, 895, 613, 908]
headline-line: ΑΡΧΙΖΕΙ ΤΟΝ ΣΕΠΤΕΜΒΡΙΟΝ Η ΑΝΕΓΕΡΣΙΣ bbox=[1210, 1761, 1547, 1781]
article-body bbox=[41, 717, 228, 901]
divider bbox=[435, 1361, 989, 1362]
article-kennedy-nasser bbox=[1190, 788, 1568, 1082]
section-head: ΤΟ ΕΙΣΟΔΗΜΑ bbox=[486, 1263, 562, 1276]
headline bbox=[1190, 425, 1568, 477]
article-korea-junta bbox=[435, 55, 992, 939]
divider bbox=[1190, 420, 1562, 421]
headline bbox=[1001, 1384, 1179, 1419]
article-body bbox=[1190, 1867, 1568, 1989]
body-text: ΑΘΗΝΑΙ, 3.— Αἱ σχέσεις μεταξὺ Ἑλλάδος καὶ Βουλγαρίας, αἱ ὁποῖαι ἔως μέχρι τοῦδε ψυχραί, ἐψυχράνθησαν ἔτι περισσότερον, λόγῳ τῆς ἀδικαιολογήτου ἐνεργείας καὶ ἀπελάσεως ὑπαλλήλου τῆς ἐν Σόφιᾳ Ἑλληνικῆς πρεσβείας, ἡ ὁποία ἔγινεν πρὸ τινων ἡμερῶν. Ἡ ἀπόφασις τῆς Σόφιας χαρακτηρίζεται εἰς τοὺς ἁρμοδίους κύκλους ὡς ἀντίποινα καὶ ὡς προσπάθεια νὰ παρουσιασθῇ ἡ Ἑλλὰς ὡς ἔχουσα εὐθύνην διὰ τὴν ἐπιδείνωσιν τῶν σχέσεων. Ἡ Ἑλληνικὴ κυβέρνησις ἀνακοινοῖ ὅτι δὲν προτίθεται νὰ προβῇ εἰς ἀντίμετρα. Ἡ Ἑλληνικὴ διπλωματία ἀποφαίνεται ὅτι ἡ στάσις αὕτη δὲν συμβάλλει εἰς τὴν βελτίωσιν τῆς καταστάσεως εἰς τὰ Βαλκάνια. bbox=[41, 149, 423, 283]
divider bbox=[1001, 618, 1179, 619]
article-eichmann-trial bbox=[435, 1366, 989, 2013]
headline-line: Η ΠΡΟΣΚΛΗΣΙ ΤΟΝ Κ. ΝΑΣΣΕΡ bbox=[1258, 805, 1499, 825]
body-text: ΑΘΗΝΑΙ, 3.— Τὸ ὑπουργεῖον Ἐμπορίου ἀνακοινοῖ ὅτι τὰ ἐξ ἀλλοδαπῆς εἰσαχθέντα ἐλαιόλαδα ὑπεβλήθησαν εἰς χημικὴν ἀνάλυσιν ὑπὸ τοῦ Γενικοῦ Χημείου τοῦ Κράτους καὶ ἀπεδείχθησαν κατάλληλα πρὸς βρῶσιν. Αἱ διενεργηθεῖσαι ἀναλύσεις ἀφεώρων ὅλας τὰς παρτίδας, αἱ ὁποῖαι ἀφίχθησαν εἰς τὸν λιμένα τοῦ Πειραιῶς. Οὐδεμία ἐπομένως ὑπάρχει ἀνησυχία διὰ τοὺς καταναλωτάς, τονίζει ἡ ἀνακοίνωσις. bbox=[41, 1057, 423, 1142]
box-line: ΔΑΝΕΙΟΔΟΤΕΙΤΑΙ Ο ΟΙΚΟΣ ΠΑΠΑΓΕΩΡΓΙΟΥ bbox=[1234, 1840, 1524, 1856]
headline-line: ΑΙ ΔΥΤΙΚΑΙ ΔΥΝΑΜΕΙΣ ΘΑ ΑΠΟΡΡΙΨΟΥΝ bbox=[65, 1598, 448, 1624]
headline-line: ΑΠΕΔΕΙΧΘΗΣΑΝ ΚΑΤΑΛΛΗΛΑ ΠΡΟΣ ΒΡΩΣΙΝ bbox=[82, 1007, 382, 1023]
section-head: Η ΣΥΝΔΕΣΙΣ ΜΕ ΤΗΝ ΕΟΚ bbox=[645, 1058, 779, 1069]
headline-line: ΜΗΝΥΜΑ ΤΩΝ ΜΠΡΕΖΝΕΦ ΚΑΙ ΚΡΟΥΣΤΣΕΦ bbox=[1225, 56, 1533, 73]
article-tobacco-exports bbox=[435, 949, 989, 1355]
headline-line: ΕΙΣ ΤΑ «ΑΚΡΙΤΕΙΑ bbox=[1045, 365, 1135, 377]
article-morocco-sultan bbox=[1001, 57, 1179, 333]
headline-line: ΤΑΣ ΡΩΣΙΚΑΣ ΑΠΟΨΕΙΣ ΔΙΑ ΤΟ ΒΕΡΟΛΙΝΟΝ bbox=[80, 1621, 463, 1649]
body-text: ΝΕΑ ΥΟΡΚΗ, 3 (Ἀσσ. Πρές).— Κατὰ πληροφορίας ἐκ τῶν Ἡνωμένων Ἐθνῶν, ἡ ἐπίσκεψις ἐνδέχεται νὰ ἀναβληθῇ διὰ λόγους προγράμματος. bbox=[1190, 996, 1374, 1058]
